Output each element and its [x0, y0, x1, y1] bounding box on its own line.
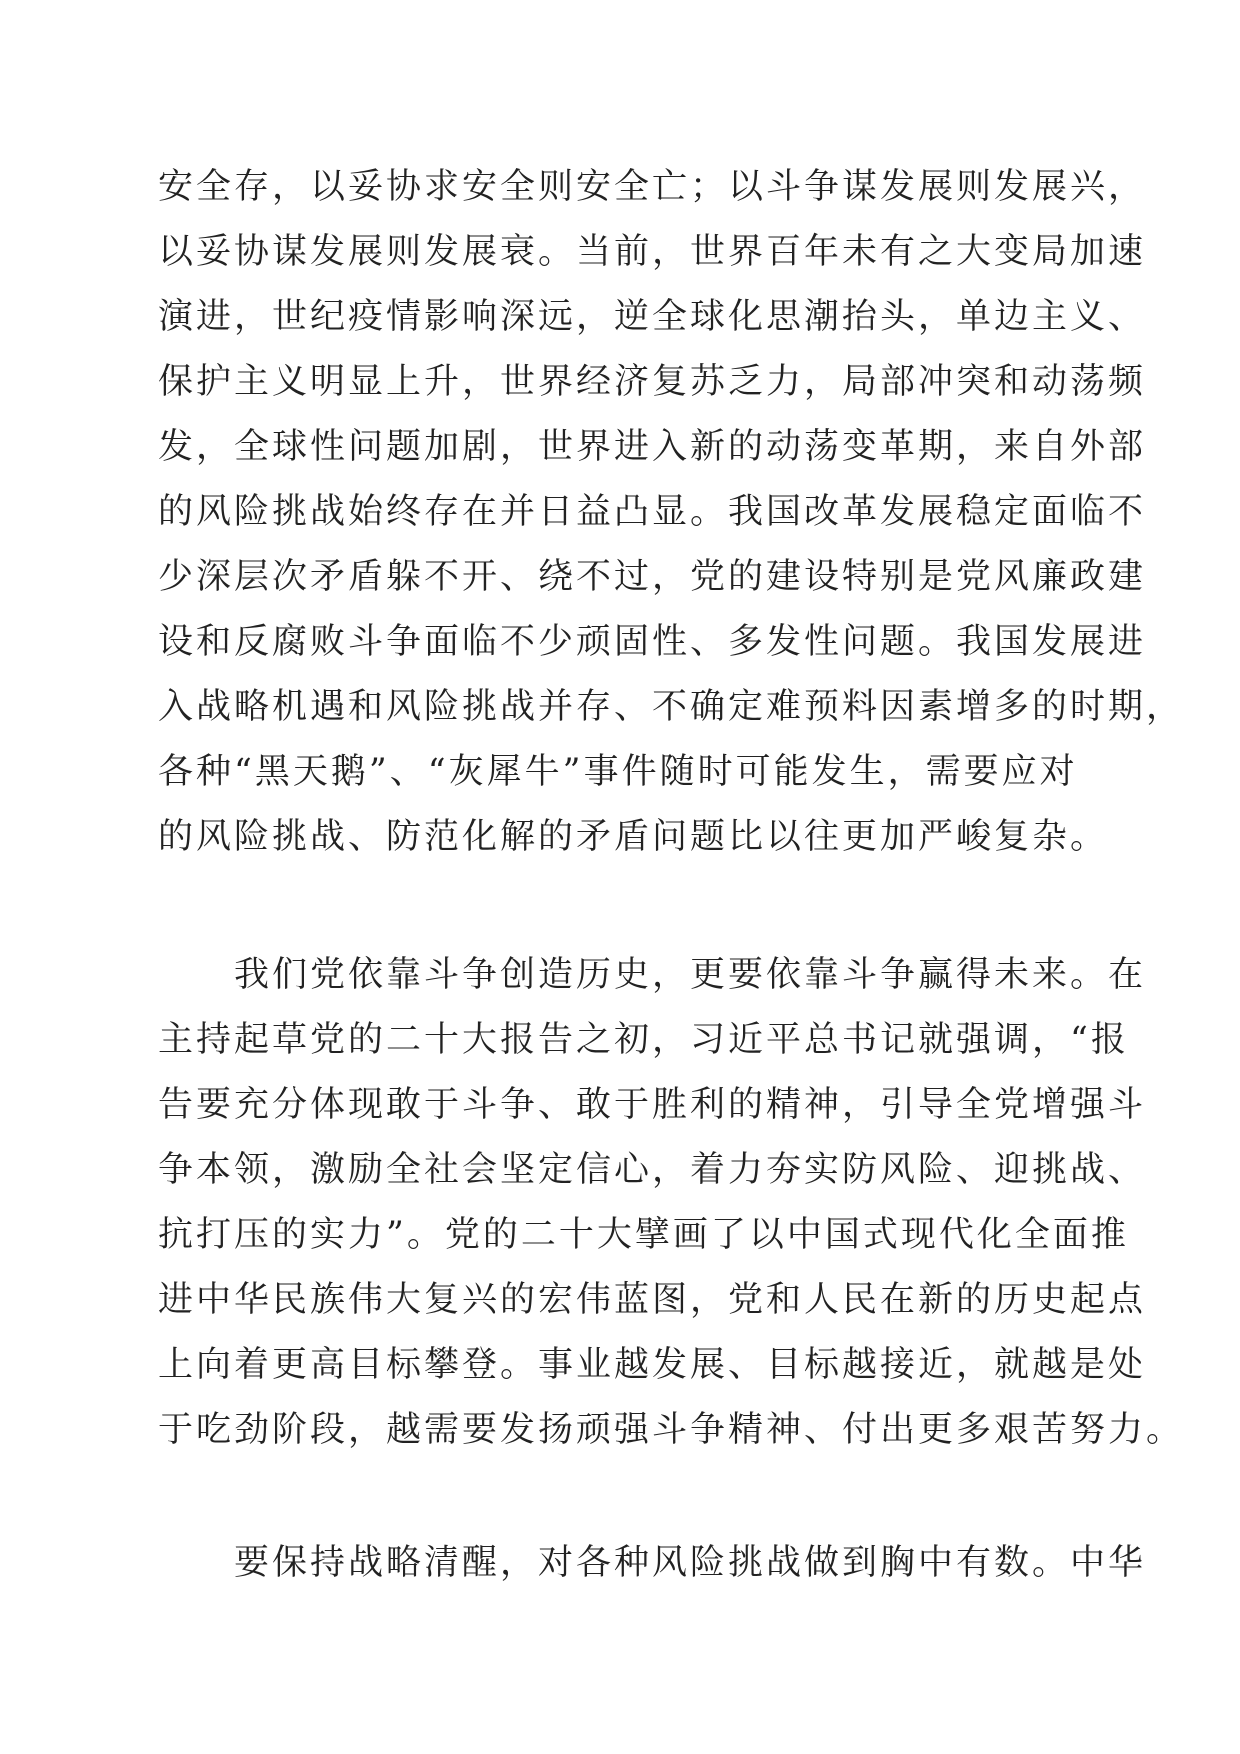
paragraph-2	[158, 943, 1185, 1463]
text-line: 告要充分体现敢于斗争、敢于胜利的精神，引导全党增强斗	[158, 1085, 1147, 1125]
text-line: 以妥协谋发展则发展衰。当前，世界百年未有之大变局加速	[158, 232, 1147, 272]
text-line: 要保持战略清醒，对各种风险挑战做到胸中有数。中华	[158, 1543, 1147, 1583]
text-line: 主持起草党的二十大报告之初，习近平总书记就强调，“报	[158, 1020, 1129, 1060]
text-line: 保护主义明显上升，世界经济复苏乏力，局部冲突和动荡频	[158, 362, 1147, 402]
text-line: 各种“黑天鹅”、“灰犀牛”事件随时可能发生，需要应对	[158, 752, 1078, 792]
text-line: 入战略机遇和风险挑战并存、不确定难预料因素增多的时期，	[158, 687, 1185, 727]
text-line: 抗打压的实力”。党的二十大擘画了以中国式现代化全面推	[158, 1215, 1129, 1255]
text-line: 我们党依靠斗争创造历史，更要依靠斗争赢得未来。在	[158, 955, 1147, 995]
text-line: 的风险挑战、防范化解的矛盾问题比以往更加严峻复杂。	[158, 817, 1109, 857]
text-line: 于吃劲阶段，越需要发扬顽强斗争精神、付出更多艰苦努力。	[158, 1410, 1185, 1450]
text-line: 上向着更高目标攀登。事业越发展、目标越接近，就越是处	[158, 1345, 1147, 1385]
text-line: 的风险挑战始终存在并日益凸显。我国改革发展稳定面临不	[158, 492, 1147, 532]
text-line: 发，全球性问题加剧，世界进入新的动荡变革期，来自外部	[158, 427, 1147, 467]
text-line: 少深层次矛盾躲不开、绕不过，党的建设特别是党风廉政建	[158, 557, 1147, 597]
text-line: 进中华民族伟大复兴的宏伟蓝图，党和人民在新的历史起点	[158, 1280, 1147, 1320]
text-line: 演进，世纪疫情影响深远，逆全球化思潮抬头，单边主义、	[158, 297, 1147, 337]
text-line: 安全存，以妥协求安全则安全亡；以斗争谋发展则发展兴，	[158, 167, 1147, 207]
text-line: 争本领，激励全社会坚定信心，着力夯实防风险、迎挑战、	[158, 1150, 1147, 1190]
paragraph-1	[158, 155, 1185, 870]
text-line: 设和反腐败斗争面临不少顽固性、多发性问题。我国发展进	[158, 622, 1147, 662]
paragraph-3	[158, 1531, 1147, 1596]
